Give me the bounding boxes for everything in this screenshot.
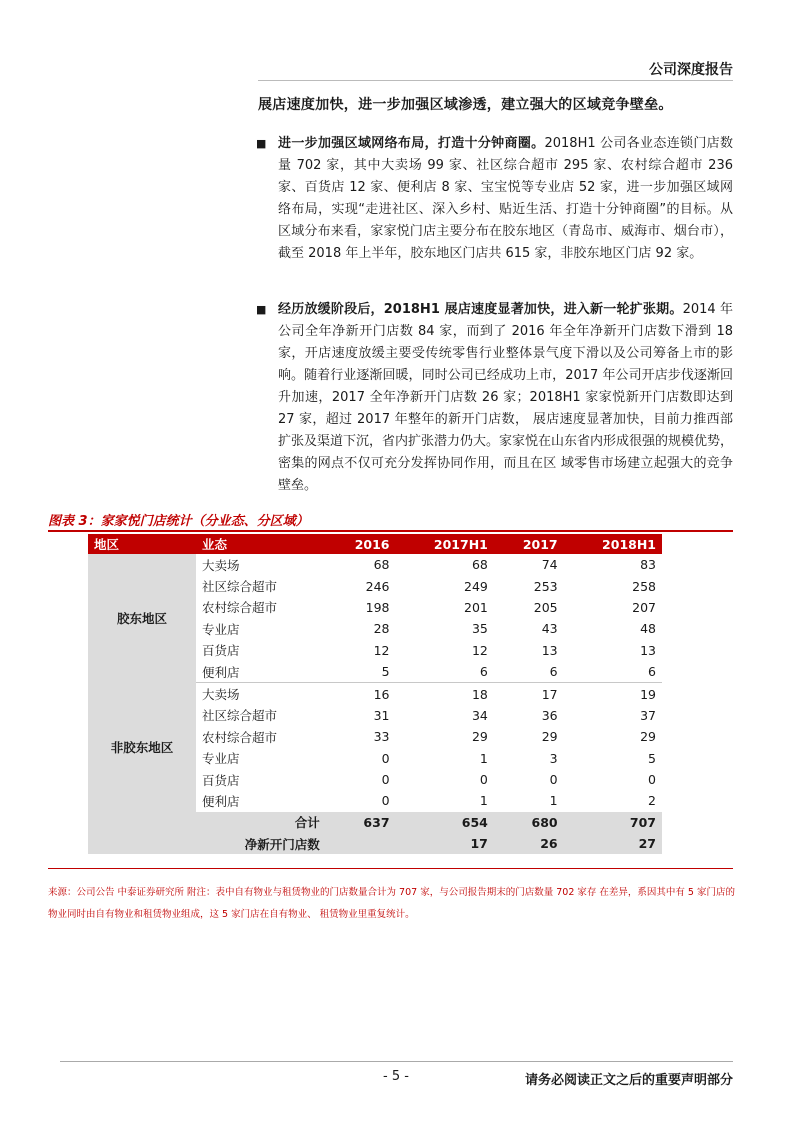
value-cell: 68 (471, 557, 488, 573)
value-cell: 0 (479, 772, 488, 788)
report-header-title: 公司深度报告 (649, 62, 733, 78)
square-bullet-icon: ■ (256, 137, 267, 150)
section-intro: 展店速度加快，进一步加强区域渗透，建立强大的区域竞争壁垒。 (258, 97, 673, 113)
bullet-1-heading: 进一步加强区域网络布局，打造十分钟商圈。 (278, 136, 545, 151)
value-cell: 0 (381, 772, 390, 788)
header-2016: 2016 (326, 534, 396, 554)
value-cell: 6 (494, 661, 564, 683)
net-new-row (88, 833, 662, 854)
value-cell: 74 (541, 557, 558, 573)
bullet-paragraph-1 (256, 133, 733, 265)
value-cell: 246 (365, 578, 390, 594)
value-cell: 201 (464, 599, 488, 615)
value-cell: 1 (479, 793, 488, 809)
format-cell: 百货店 (202, 643, 240, 659)
source-note: 来源：公司公告 中泰证券研究所 附注：表中自有物业与租赁物业的门店数量合计为 707 家，与公司报告期末的门店数量 702 家存 在差异，系因其中有 5 家门店的物业同时由自有物业和租赁物业组成，这 5 家门店在自有物业、 租赁物业里重复统计。 (48, 887, 735, 920)
value-cell: 29 (640, 729, 656, 745)
bullet-2-text: 2014 年公司全年净新开门店数 84 家，而到了 2016 年全年净新开门店数下滑到 18 家，开店速度放缓主要受传统零售行业整体景气度下滑以及公司筹备上市的影响。随着行业逐渐回暖，同时公司已经成功上市，2017 年公司开店步伐逐渐回升加速，2017 全年净新开门店数 26 家；2018H1 家家悦新开门店数即达到 27 家，超过 2017 年整年的新开门店数， 展店速度显著加快，目前力推西部扩张及渠道下沉，省内扩张潜力仍大。家家悦在山东省内形成很强的规模优势，密集的网点不仅可充分发挥协同作用，而且在区 域零售市场建立起强大的竞争壁垒。 (278, 302, 734, 493)
header-2017h1: 2017H1 (396, 534, 494, 554)
header-divider (258, 80, 733, 81)
bullet-2-heading: 经历放缓阶段后，2018H1 展店速度显著加快，进入新一轮扩张期。 (278, 302, 683, 317)
format-cell: 大卖场 (202, 557, 240, 573)
value-cell: 35 (471, 621, 488, 637)
bullet-paragraph-2 (256, 299, 734, 497)
value-cell: 29 (471, 729, 488, 745)
value-cell: 1 (549, 793, 558, 809)
store-stats-table (88, 534, 662, 854)
value-cell: 31 (373, 707, 390, 723)
value-cell: 1 (479, 750, 488, 766)
net-new-value (326, 833, 396, 854)
value-cell: 6 (396, 661, 494, 683)
value-cell: 43 (541, 621, 558, 637)
value-cell: 12 (471, 642, 488, 658)
value-cell: 37 (640, 707, 656, 723)
format-cell: 百货店 (202, 772, 240, 788)
value-cell: 0 (381, 793, 390, 809)
value-cell: 33 (373, 729, 390, 745)
value-cell: 205 (533, 599, 558, 615)
value-cell: 0 (381, 750, 390, 766)
figure-title: 图表 3：家家悦门店统计（分业态、分区域） (48, 514, 309, 529)
format-cell: 农村综合超市 (202, 729, 278, 745)
square-bullet-icon: ■ (256, 303, 267, 316)
region-cell: 非胶东地区 (88, 683, 196, 812)
value-cell: 48 (640, 621, 656, 637)
value-cell: 34 (471, 707, 488, 723)
value-cell: 19 (640, 686, 656, 702)
net-new-value: 26 (494, 833, 564, 854)
format-cell: 专业店 (202, 751, 240, 767)
value-cell: 83 (640, 557, 656, 573)
bullet-1-text: 2018H1 公司各业态连锁门店数量 702 家，其中大卖场 99 家、社区综合超市 295 家、农村综合超市 236 家、百货店 12 家、便利店 8 家、宝宝悦等专业店 52 家，进一步加强区域网络布局，实现“走进社区、深入乡村、贴近生活、打造十分钟商圈”的目标。从区域分布来看，家家悦门店主要分布在胶东地区（青岛市、威海市、烟台市），截至 2018 年上半年，胶东地区门店共 615 家，非胶东地区门店 92 家。 (278, 136, 733, 261)
total-value: 680 (494, 812, 564, 833)
value-cell: 198 (365, 599, 390, 615)
page-number: - 5 - (383, 1069, 409, 1084)
net-new-value: 17 (396, 833, 494, 854)
value-cell: 207 (632, 599, 656, 615)
header-2017: 2017 (494, 534, 564, 554)
value-cell: 0 (549, 772, 558, 788)
value-cell: 68 (373, 557, 390, 573)
value-cell: 29 (541, 729, 558, 745)
value-cell: 0 (648, 772, 656, 788)
value-cell: 249 (464, 578, 488, 594)
value-cell: 5 (648, 750, 656, 766)
table-header-row (88, 534, 662, 554)
value-cell: 3 (549, 750, 558, 766)
format-cell: 便利店 (196, 661, 326, 683)
format-cell: 社区综合超市 (202, 579, 278, 595)
value-cell: 12 (373, 642, 390, 658)
value-cell: 2 (648, 793, 656, 809)
value-cell: 17 (541, 686, 558, 702)
value-cell: 253 (533, 578, 558, 594)
net-new-value: 27 (564, 833, 662, 854)
format-cell: 农村综合超市 (202, 600, 278, 616)
header-region: 地区 (88, 534, 196, 554)
header-2018h1: 2018H1 (564, 534, 662, 554)
disclaimer-notice: 请务必阅读正文之后的重要声明部分 (524, 1073, 733, 1088)
format-cell: 大卖场 (202, 687, 240, 703)
total-value: 654 (396, 812, 494, 833)
format-cell: 社区综合超市 (202, 708, 278, 724)
footer-divider (60, 1061, 733, 1062)
figure-title-rule (48, 530, 733, 532)
format-cell: 便利店 (202, 793, 240, 809)
total-value: 707 (564, 812, 662, 833)
source-divider (48, 868, 733, 869)
region-cell: 胶东地区 (88, 554, 196, 683)
total-row (88, 812, 662, 833)
total-value: 637 (326, 812, 396, 833)
value-cell: 16 (373, 686, 390, 702)
value-cell: 258 (632, 578, 656, 594)
value-cell: 13 (640, 642, 656, 658)
value-cell: 28 (373, 621, 390, 637)
net-new-label: 净新开门店数 (88, 833, 326, 854)
value-cell: 18 (471, 686, 488, 702)
value-cell: 6 (564, 661, 662, 683)
header-format: 业态 (196, 534, 326, 554)
format-cell: 专业店 (202, 621, 240, 637)
table-row (88, 683, 662, 705)
value-cell: 36 (541, 707, 558, 723)
value-cell: 5 (326, 661, 396, 683)
value-cell: 13 (541, 642, 558, 658)
total-label: 合计 (88, 812, 326, 833)
table-row (88, 554, 662, 575)
